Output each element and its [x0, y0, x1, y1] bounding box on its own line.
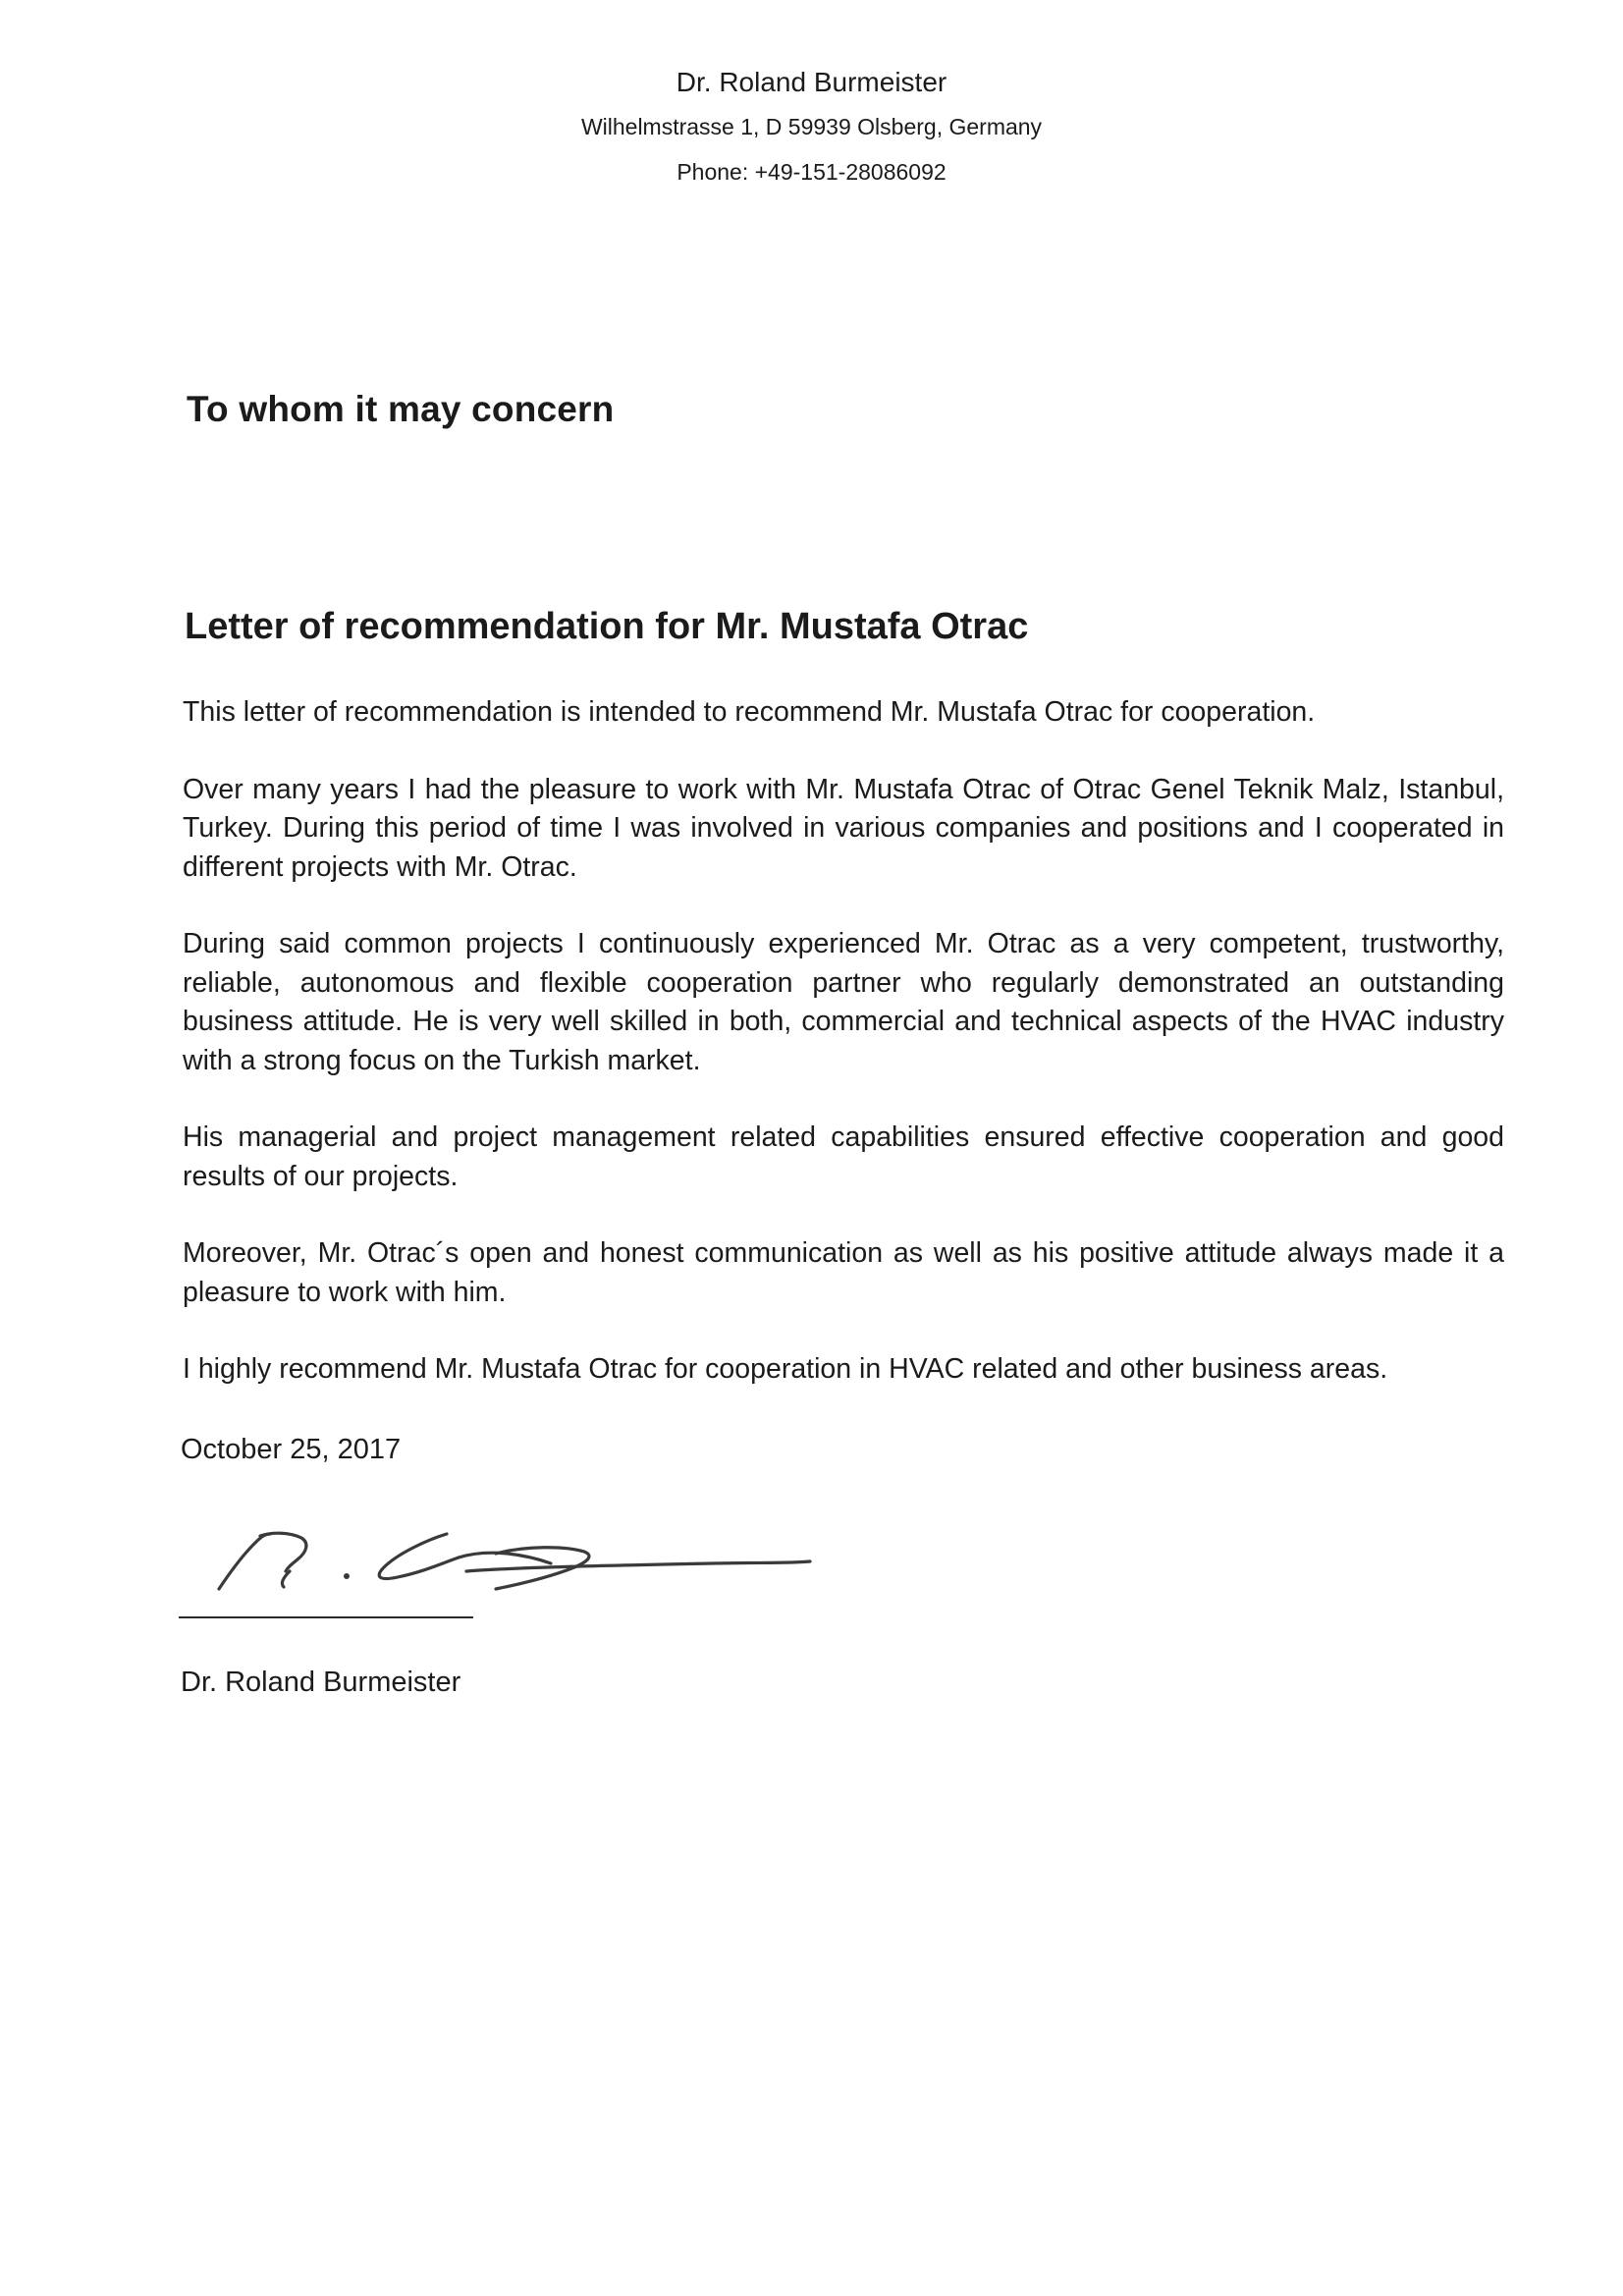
handwritten-signature — [201, 1503, 869, 1630]
subject-heading: Letter of recommendation for Mr. Mustafa Otrac — [185, 606, 1029, 647]
letter-date: October 25, 2017 — [181, 1434, 402, 1465]
letterhead-phone: Phone: +49-151-28086092 — [676, 159, 947, 185]
salutation: To whom it may concern — [187, 389, 615, 429]
letterhead-address: Wilhelmstrasse 1, D 59939 Olsberg, Germany — [580, 114, 1043, 139]
paragraph: His managerial and project management related capabilities ensured effective cooperation and good results of our projects. — [183, 1121, 1504, 1192]
signer-name: Dr. Roland Burmeister — [181, 1667, 461, 1698]
paragraph: This letter of recommendation is intended to recommend Mr. Mustafa Otrac for cooperation. — [183, 696, 1316, 728]
signature-line — [179, 1616, 473, 1618]
paragraph: I highly recommend Mr. Mustafa Otrac for cooperation in HVAC related and other business areas. — [183, 1353, 1388, 1385]
paragraph: Over many years I had the pleasure to work with Mr. Mustafa Otrac of Otrac Genel Teknik Malz, Istanbul, Turkey. During this period of time I was involved in various companies and positions and I cooperated in different projects with Mr. Otrac. — [183, 773, 1504, 883]
letterhead-name: Dr. Roland Burmeister — [676, 67, 947, 97]
letter-body — [183, 693, 1504, 1428]
paragraph: Moreover, Mr. Otrac´s open and honest communication as well as his positive attitude always made it a pleasure to work with him. — [183, 1237, 1504, 1308]
letterhead — [0, 61, 1623, 194]
paragraph: During said common projects I continuously experienced Mr. Otrac as a very competent, trustworthy, reliable, autonomous and flexible cooperation partner who regularly demonstrated an outstanding business attitude. He is very well skilled in both, commercial and technical aspects of the HVAC industry with a strong focus on the Turkish market. — [183, 928, 1504, 1076]
